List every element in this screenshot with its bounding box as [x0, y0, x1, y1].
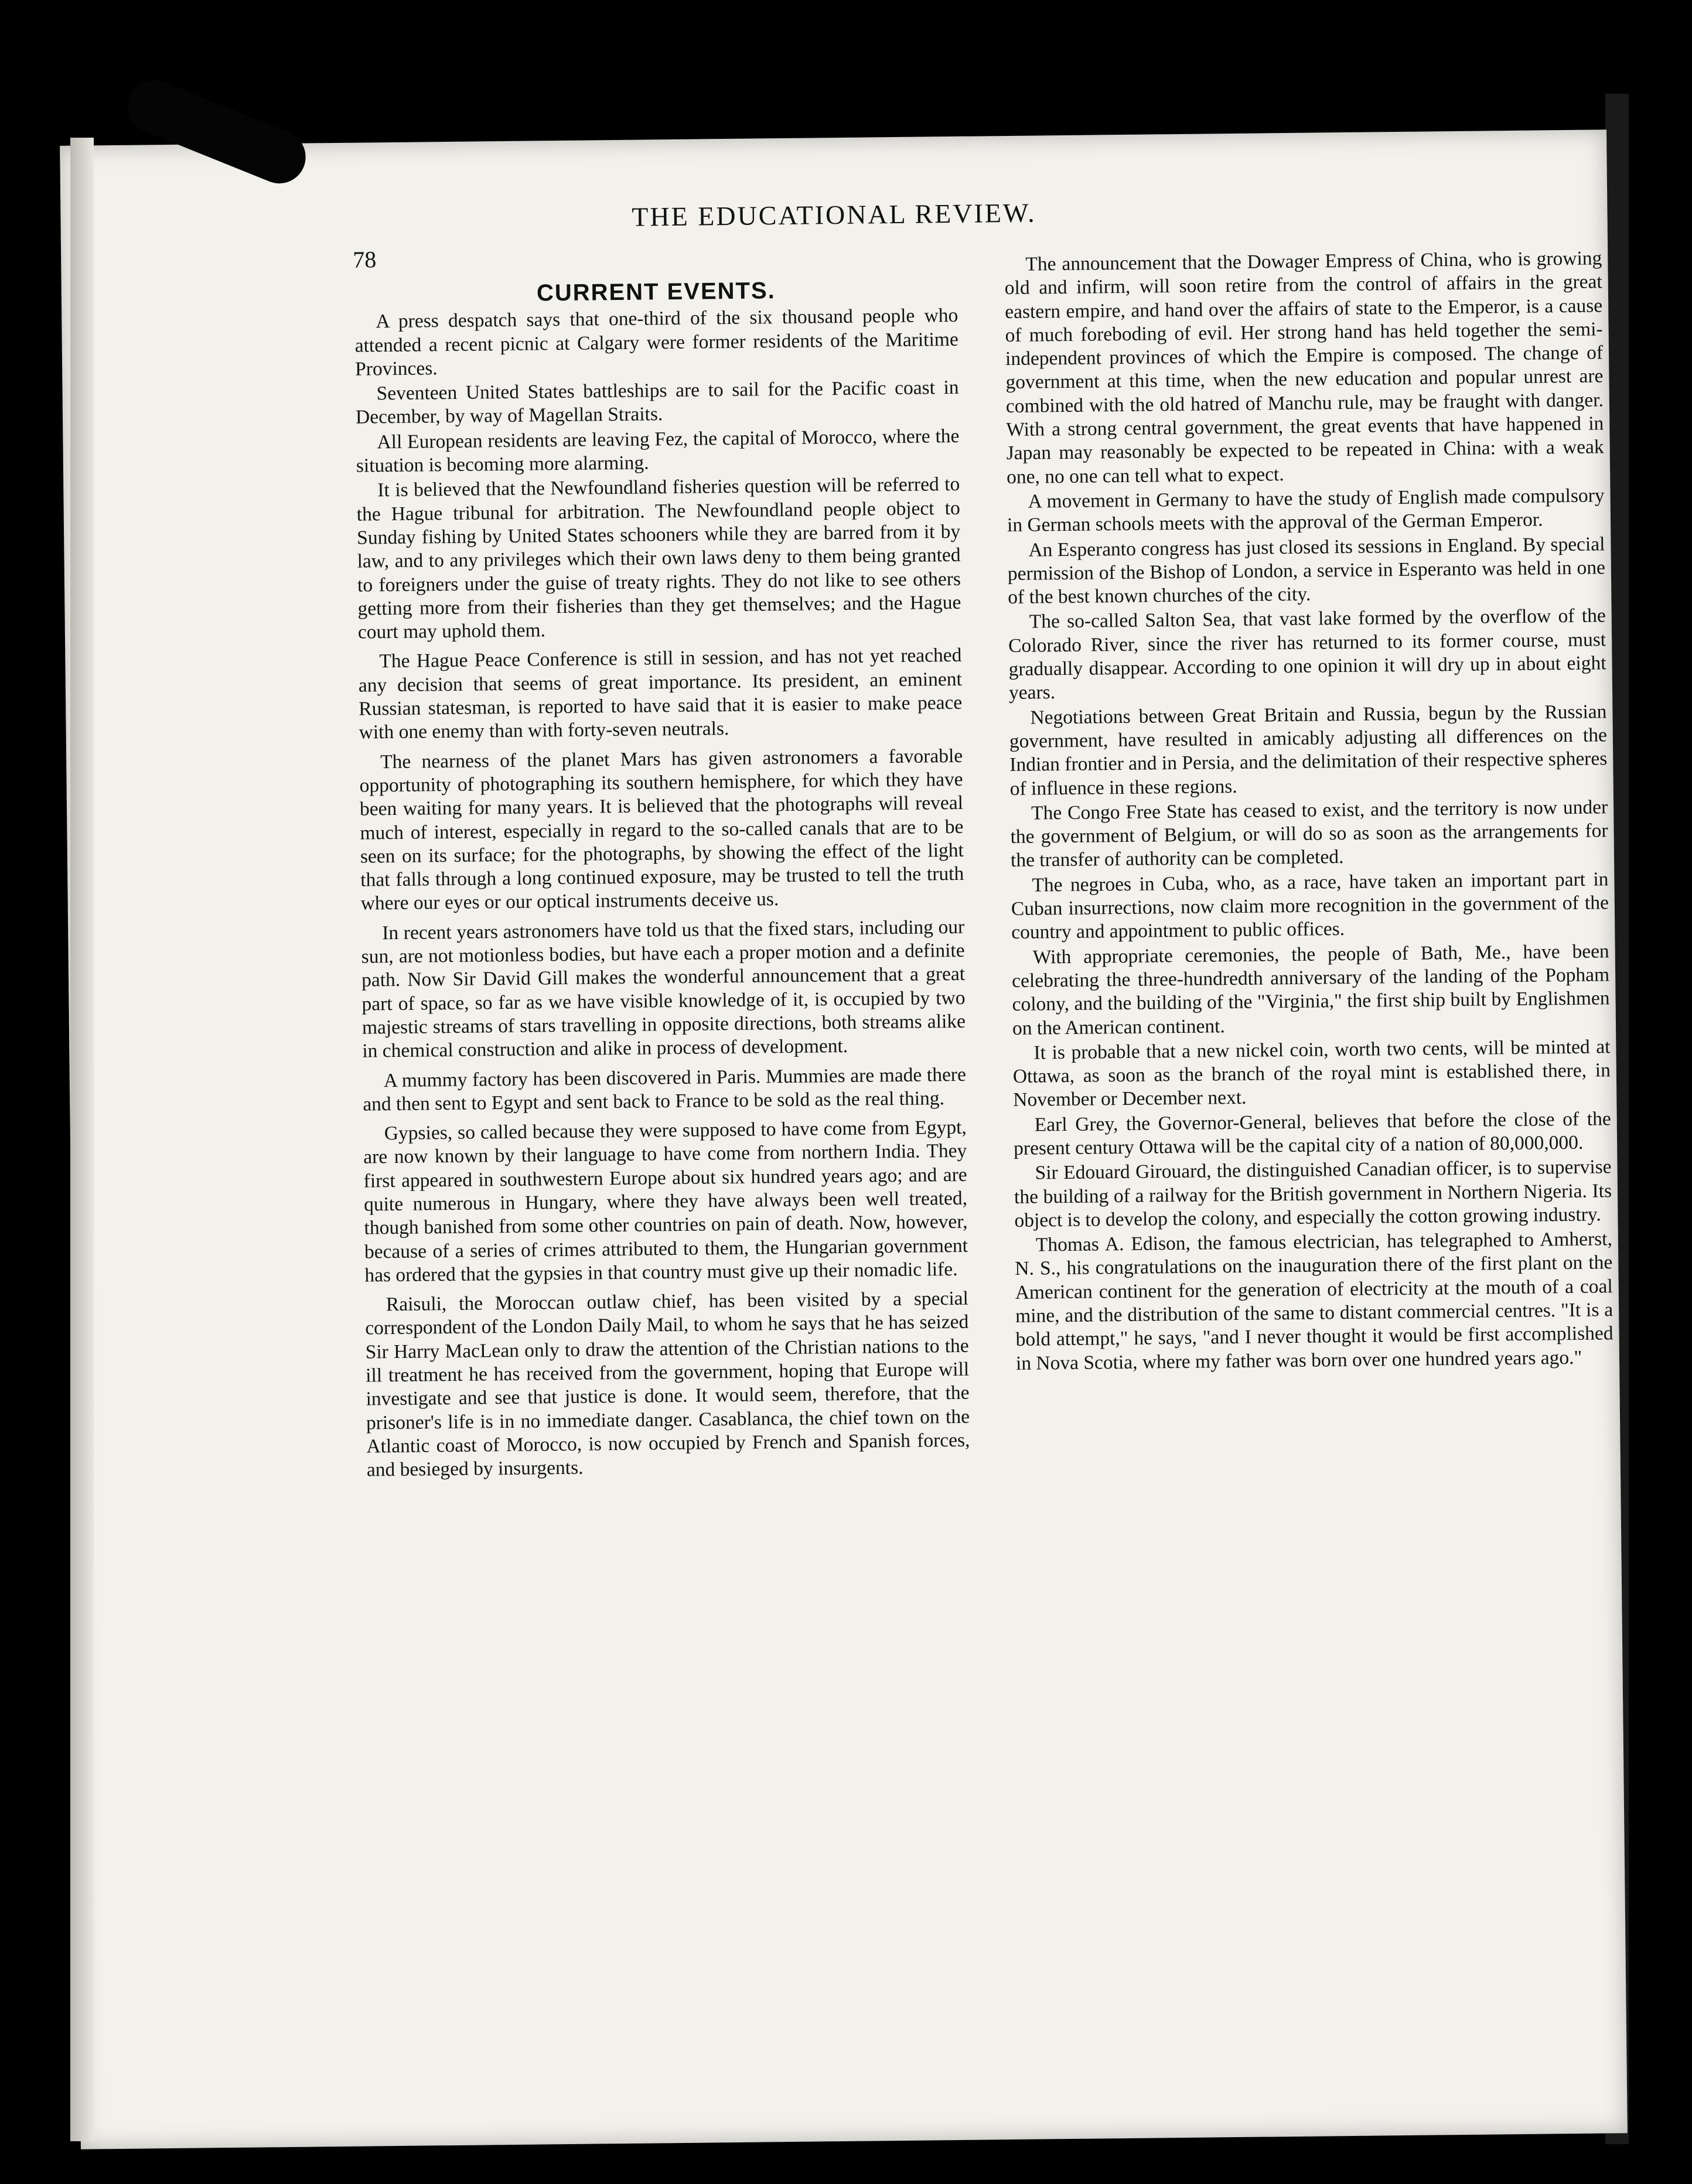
paragraph: The Hague Peace Conference is still in session, and has not yet reached any decision that seems of great importance. Its president, an eminent Russian statesman, is reported to have said that it is easier to make peace with one enemy than with forty-seven neutrals. — [358, 644, 963, 743]
paragraph: A movement in Germany to have the study of English made compulsory in German schools meets with the approval of the German Emperor. — [1007, 484, 1605, 537]
paragraph: With appropriate ceremonies, the people of Bath, Me., have been celebrating the three-hundredth anniversary of the landing of the Popham colony, and the building of the "Virginia," the first ship built by Englishmen on the American continent. — [1011, 940, 1610, 1039]
paragraph: It is probable that a new nickel coin, worth two cents, will be minted at Ottawa, as soon as the branch of the royal mint is established there, in November or December next. — [1012, 1036, 1611, 1111]
paragraph: The announcement that the Dowager Empress of China, who is growing old and infirm, will soon retire from the control of affairs in the great eastern empire, and hand over the affairs of state to the Emperor, is a cause of much foreboding of evil. Her strong hand has held together the semi-independent provinces of which the Empire is composed. The change of government at this time, when the new education and popular unrest are combined with the old hatred of Manchu rule, may be fraught with danger. With a strong central government, the great events that have happened in Japan may reasonably be expected to be repeated in China: with a weak one, no one can tell what to expect. — [1004, 247, 1604, 488]
paragraph: Earl Grey, the Governor-General, believes that before the close of the present century Ottawa will be the capital city of a nation of 80,000,000. — [1013, 1107, 1611, 1159]
paragraph: Negotiations between Great Britain and Russia, begun by the Russian government, have resulted in amicably adjusting all differences on the Indian frontier and in Persia, and the delimitation of their respective spheres of influence in these regions. — [1009, 700, 1608, 800]
paragraph: Gypsies, so called because they were supposed to have come from Egypt, are now known by their language to have come from northern India. They first appeared in southwestern Europe about six hundred years ago; and are quite numerous in Hungary, where they have always been well treated, though banished from some other countries on pain of death. Now, however, because of a series of crimes attributed to them, the Hungarian government has ordered that the gypsies in that country must give up their nomadic life. — [363, 1116, 968, 1286]
paragraph: Sir Edouard Girouard, the distinguished Canadian officer, is to supervise the building of a railway for the British government in Northern Nigeria. Its object is to develop the colony, and especially the cotton growing industry. — [1014, 1156, 1612, 1231]
paragraph: The Congo Free State has ceased to exist, and the territory is now under the government of Belgium, or will do so as soon as the arrangements for the transfer of authority can be completed. — [1010, 796, 1608, 872]
paragraph: A press despatch says that one-third of the six thousand people who attended a recent picnic at Calgary were former residents of the Maritime Provinces. — [354, 305, 958, 380]
paragraph: Raisuli, the Moroccan outlaw chief, has been visited by a special correspondent of the London Daily Mail, to whom he says that he has seized Sir Harry MacLean only to draw the attention of the Christian nations to the ill treatment he has received from the government, hoping that Europe will investigate and see that justice is done. It would seem, therefore, that the prisoner's life is in no immediate danger. Casablanca, the chief town on the Atlantic coast of Morocco, is now occupied by French and Spanish forces, and besieged by insurgents. — [365, 1287, 970, 1481]
paragraph: Thomas A. Edison, the famous electrician, has telegraphed to Amherst, N. S., his congratulations on the inauguration there of the first plant on the American continent for the generation of electricity at the mouth of a coal mine, and the distribution of the same to distant commercial centres. "It is a bold attempt," he says, "and I never thought it would be first accomplished in Nova Scotia, where my father was born over one hundred years ago." — [1015, 1228, 1613, 1374]
page-number: 78 — [352, 246, 377, 273]
journal-page — [60, 129, 1628, 2149]
paragraph: All European residents are leaving Fez, the capital of Morocco, where the situation is becoming more alarming. — [356, 425, 960, 477]
paragraph: The negroes in Cuba, who, as a race, have taken an important part in Cuban insurrections, now claim more recognition in the government of the country and appointment to public offices. — [1011, 868, 1609, 944]
paragraph: The so-called Salton Sea, that vast lake formed by the overflow of the Colorado River, since the river has returned to its former course, must gradually disappear. According to one opinion it will dry up in about eight years. — [1008, 605, 1606, 704]
paragraph: The nearness of the planet Mars has given astronomers a favorable opportunity of photographing its southern hemisphere, for which they have been waiting for many years. It is believed that the photographs will reveal much of interest, especially in regard to the so-called canals that are to be seen on its surface; for the photographs, by showing the effect of the light that falls through a long continued exposure, may be trusted to tell the truth where our eyes or our optical instruments deceive us. — [359, 745, 964, 915]
paragraph: An Esperanto congress has just closed its sessions in England. By special permission of the Bishop of London, a service in Esperanto was held in one of the best known churches of the city. — [1007, 533, 1606, 609]
paragraph: It is believed that the Newfoundland fisheries question will be referred to the Hague tribunal for arbitration. The Newfoundland people object to Sunday fishing by United States schooners while they are barred from it by law, and to any privileges which their own laws deny to them being granted to foreigners under the guise of treaty rights. They do not like to see others getting more from their fisheries than they get themselves; and the Hague court may uphold them. — [356, 473, 961, 643]
running-header: THE EDUCATIONAL REVIEW. — [632, 197, 1036, 232]
article-title: CURRENT EVENTS. — [536, 278, 776, 306]
paragraph: A mummy factory has been discovered in Paris. Mummies are made there and then sent to Egypt and sent back to France to be sold as the real thing. — [363, 1063, 967, 1115]
paragraph: In recent years astronomers have told us that the fixed stars, including our sun, are not motionless bodies, but have each a proper motion and a definite path. Now Sir David Gill makes the wonderful announcement that a great part of space, so far as we have visible knowledge of it, is occupied by two majestic streams of stars travelling in opposite directions, both streams alike in chemical construction and alike in process of development. — [361, 916, 966, 1062]
paragraph: Seventeen United States battleships are to sail for the Pacific coast in December, by way of Magellan Straits. — [355, 377, 959, 429]
left-column — [354, 277, 970, 1483]
page-gutter — [70, 138, 94, 2141]
right-column — [1004, 247, 1613, 1377]
